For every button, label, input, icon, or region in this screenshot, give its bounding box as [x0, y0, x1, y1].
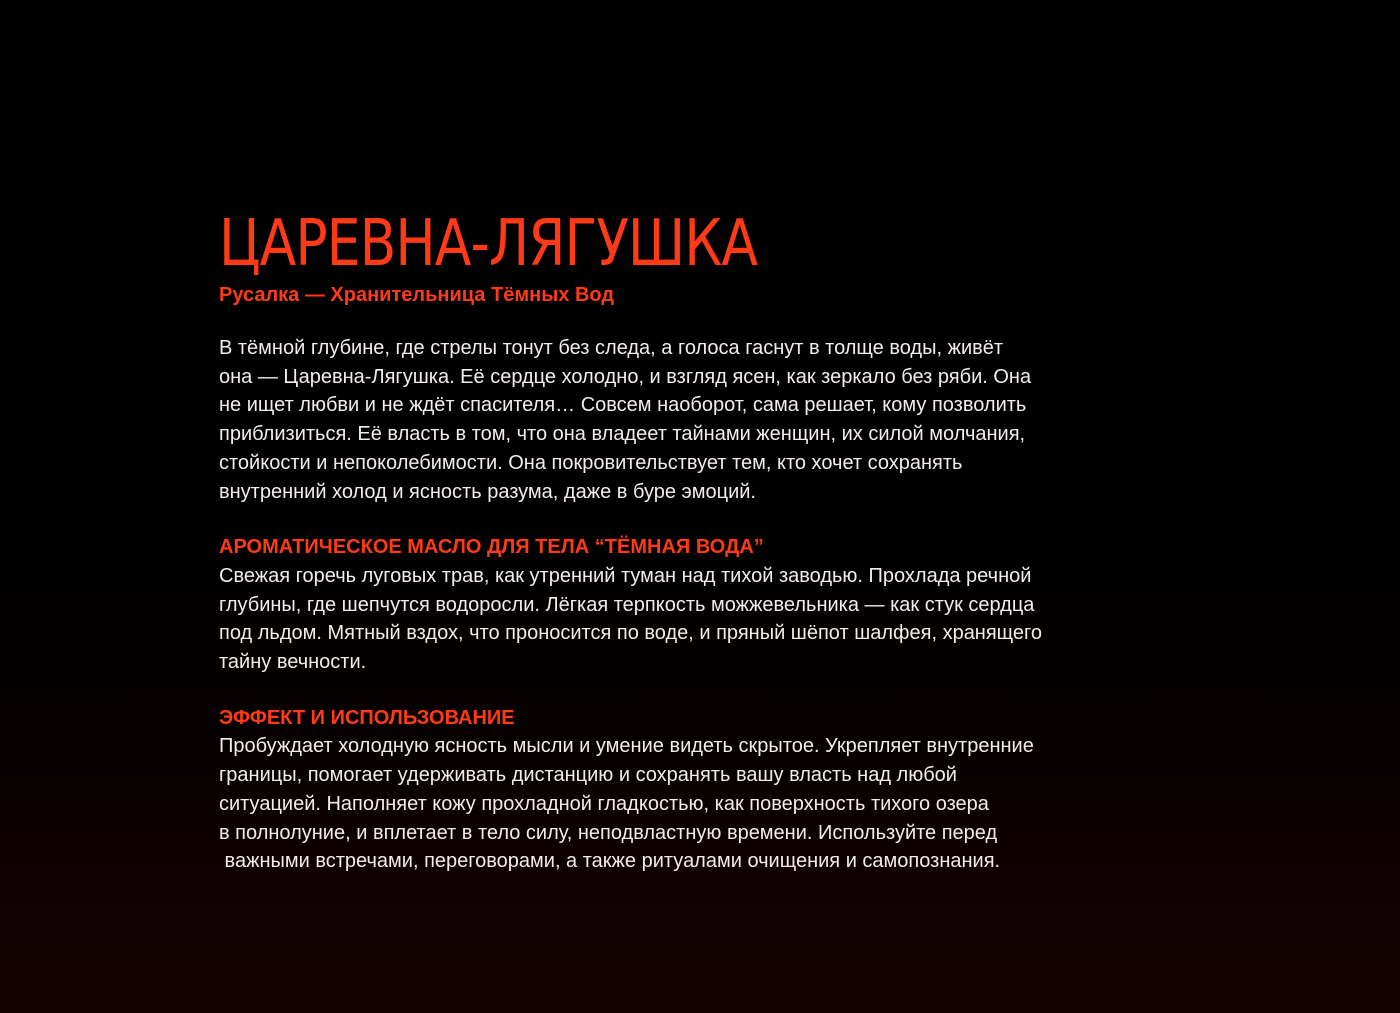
- aroma-heading: АРОМАТИЧЕСКОЕ МАСЛО ДЛЯ ТЕЛА “ТЁМНАЯ ВОДА”: [219, 536, 764, 559]
- intro-line: В тёмной глубине, где стрелы тонут без следа, а голоса гаснут в толще воды, живёт: [219, 337, 1004, 359]
- intro-line: стойкости и непоколебимости. Она покровительствует тем, кто хочет сохранять: [219, 451, 963, 474]
- aroma-line: тайну вечности.: [219, 651, 367, 674]
- intro-line: не ищет любви и не ждёт спасителя… Совсем наоборот, сама решает, кому позволить: [219, 394, 1027, 417]
- aroma-line: Свежая горечь луговых трав, как утренний туман над тихой заводью. Прохлада речной: [219, 564, 1032, 587]
- product-description: [219, 207, 1219, 876]
- effect-section: [219, 704, 1219, 876]
- effect-heading: ЭФФЕКТ И ИСПОЛЬЗОВАНИЕ: [219, 706, 515, 729]
- effect-line: ситуацией. Наполняет кожу прохладной гладкостью, как поверхность тихого озера: [219, 792, 989, 815]
- effect-line: в полнолуние, и вплетает в тело силу, неподвластную времени. Используйте перед: [219, 821, 998, 844]
- page-title: ЦАРЕВНА-ЛЯГУШКА: [219, 207, 758, 281]
- intro-line: внутренний холод и ясность разума, даже в буре эмоций.: [219, 480, 756, 503]
- aroma-line: глубины, где шепчутся водоросли. Лёгкая терпкость можжевельника — как стук сердца: [219, 593, 1035, 616]
- intro-paragraph: [219, 334, 1219, 506]
- aroma-line: под льдом. Мятный вздох, что проносится по воде, и пряный шёпот шалфея, хранящего: [219, 622, 1043, 645]
- subtitle: Русалка — Хранительница Тёмных Вод: [219, 284, 615, 306]
- effect-line: границы, помогает удерживать дистанцию и сохранять вашу власть над любой: [219, 764, 957, 787]
- effect-line: Пробуждает холодную ясность мысли и умение видеть скрытое. Укрепляет внутренние: [219, 735, 1034, 758]
- effect-line: важными встречами, переговорами, а также ритуалами очищения и самопознания.: [219, 850, 1001, 873]
- intro-line: приблизиться. Её власть в том, что она владеет тайнами женщин, их силой молчания,: [219, 423, 1026, 446]
- intro-line: она — Царевна-Лягушка. Её сердце холодно, и взгляд ясен, как зеркало без ряби. Она: [219, 365, 1032, 388]
- effect-paragraph: [219, 732, 1219, 876]
- aroma-section: [219, 533, 1219, 677]
- aroma-paragraph: [219, 562, 1219, 677]
